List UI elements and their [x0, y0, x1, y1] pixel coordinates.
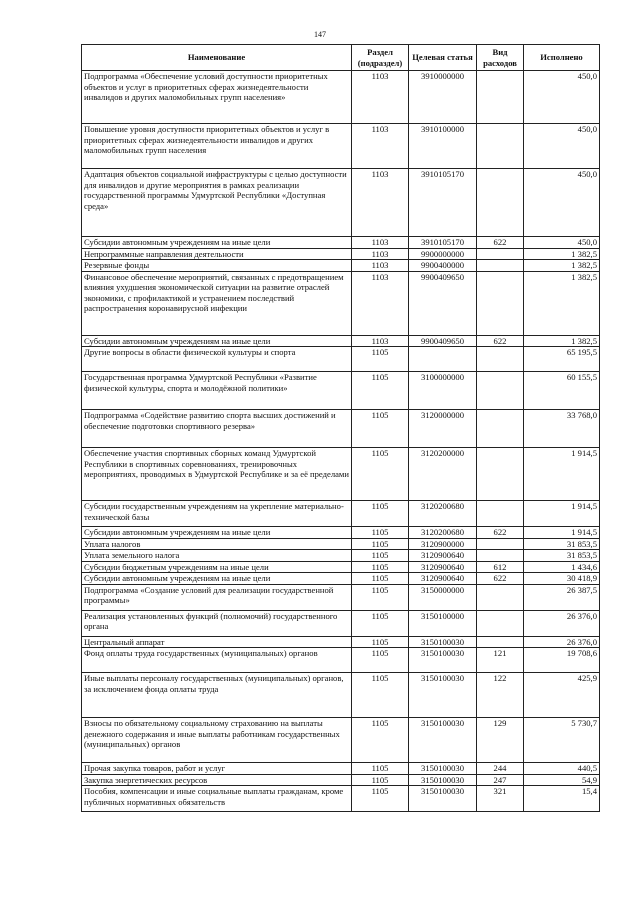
row-section: 1103 — [352, 124, 409, 169]
table-row — [82, 260, 600, 272]
row-amount: 31 853,5 — [524, 550, 600, 562]
row-section: 1103 — [352, 71, 409, 124]
row-amount: 425,9 — [524, 673, 600, 718]
row-expense-type: 622 — [477, 527, 524, 539]
row-name: Иные выплаты персоналу государственных (муниципальных) органов, за исключением фонда оплаты труда — [82, 673, 352, 718]
row-expense-type — [477, 169, 524, 237]
row-article: 3150100030 — [409, 648, 477, 673]
row-expense-type: 247 — [477, 774, 524, 786]
row-section: 1103 — [352, 271, 409, 335]
table-row — [82, 335, 600, 347]
row-expense-type — [477, 260, 524, 272]
row-name: Субсидии государственным учреждениям на укрепление материально-технической базы — [82, 501, 352, 527]
row-article: 3100000000 — [409, 372, 477, 410]
row-expense-type — [477, 538, 524, 550]
row-name: Субсидии автономным учреждениям на иные цели — [82, 335, 352, 347]
row-section: 1103 — [352, 335, 409, 347]
row-name: Закупка энергетических ресурсов — [82, 774, 352, 786]
row-name: Другие вопросы в области физической культуры и спорта — [82, 347, 352, 372]
table-row — [82, 448, 600, 501]
row-section: 1105 — [352, 610, 409, 636]
row-expense-type — [477, 584, 524, 610]
row-article — [409, 347, 477, 372]
table-row — [82, 786, 600, 812]
row-section: 1105 — [352, 501, 409, 527]
row-name: Субсидии бюджетным учреждениям на иные цели — [82, 561, 352, 573]
table-row — [82, 718, 600, 763]
row-amount: 19 708,6 — [524, 648, 600, 673]
row-section: 1103 — [352, 248, 409, 260]
row-expense-type — [477, 71, 524, 124]
row-amount: 33 768,0 — [524, 410, 600, 448]
header-article: Целевая статья — [409, 45, 477, 71]
row-section: 1105 — [352, 410, 409, 448]
row-article: 3910100000 — [409, 124, 477, 169]
row-name: Субсидии автономным учреждениям на иные цели — [82, 237, 352, 249]
table-row — [82, 248, 600, 260]
row-article: 3120900640 — [409, 550, 477, 562]
row-expense-type: 244 — [477, 763, 524, 775]
row-section: 1103 — [352, 169, 409, 237]
row-amount: 30 418,9 — [524, 573, 600, 585]
row-amount: 1 914,5 — [524, 501, 600, 527]
row-amount: 450,0 — [524, 71, 600, 124]
budget-execution-table — [81, 44, 600, 812]
table-row — [82, 648, 600, 673]
row-article: 3120900640 — [409, 573, 477, 585]
row-expense-type — [477, 448, 524, 501]
row-name: Взносы по обязательному социальному страхованию на выплаты денежного содержания и иные выплаты работникам государственных (муниципальных) органов — [82, 718, 352, 763]
row-expense-type — [477, 410, 524, 448]
table-row — [82, 538, 600, 550]
table-row — [82, 636, 600, 648]
row-article: 3120200000 — [409, 448, 477, 501]
row-article: 9900000000 — [409, 248, 477, 260]
table-row — [82, 347, 600, 372]
row-section: 1105 — [352, 527, 409, 539]
row-article: 3120200680 — [409, 527, 477, 539]
row-expense-type: 321 — [477, 786, 524, 812]
table-row — [82, 774, 600, 786]
table-row — [82, 372, 600, 410]
row-name: Уплата земельного налога — [82, 550, 352, 562]
row-expense-type — [477, 501, 524, 527]
row-expense-type: 622 — [477, 335, 524, 347]
table-row — [82, 71, 600, 124]
table-row — [82, 763, 600, 775]
row-section: 1105 — [352, 550, 409, 562]
row-name: Финансовое обеспечение мероприятий, связанных с предотвращением влияния ухудшения экономической ситуации на развитие отраслей экономики, с профилактикой и устранением последствий распространения коронавирусной инфекции — [82, 271, 352, 335]
row-name: Повышение уровня доступности приоритетных объектов и услуг в приоритетных сферах жизнедеятельности инвалидов и других маломобильных групп населения — [82, 124, 352, 169]
row-article: 3150100030 — [409, 763, 477, 775]
row-amount: 1 382,5 — [524, 271, 600, 335]
table-row — [82, 169, 600, 237]
row-amount: 31 853,5 — [524, 538, 600, 550]
row-section: 1105 — [352, 538, 409, 550]
table-row — [82, 271, 600, 335]
row-name: Прочая закупка товаров, работ и услуг — [82, 763, 352, 775]
row-section: 1105 — [352, 718, 409, 763]
row-article: 3120900000 — [409, 538, 477, 550]
header-amount: Исполнено — [524, 45, 600, 71]
row-expense-type — [477, 636, 524, 648]
row-expense-type: 121 — [477, 648, 524, 673]
row-amount: 1 382,5 — [524, 260, 600, 272]
row-article: 9900400000 — [409, 260, 477, 272]
row-section: 1105 — [352, 372, 409, 410]
row-name: Пособия, компенсации и иные социальные выплаты гражданам, кроме публичных нормативных обязательств — [82, 786, 352, 812]
row-article: 3910105170 — [409, 237, 477, 249]
row-name: Подпрограмма «Содействие развитию спорта высших достижений и обеспечение подготовки спортивного резерва» — [82, 410, 352, 448]
table-row — [82, 573, 600, 585]
row-expense-type — [477, 271, 524, 335]
row-name: Непрограммные направления деятельности — [82, 248, 352, 260]
row-article: 3150100030 — [409, 786, 477, 812]
row-article: 3150100030 — [409, 673, 477, 718]
row-article: 9900409650 — [409, 271, 477, 335]
row-expense-type — [477, 248, 524, 260]
table-body — [82, 71, 600, 812]
row-name: Субсидии автономным учреждениям на иные цели — [82, 573, 352, 585]
row-expense-type: 129 — [477, 718, 524, 763]
row-article: 3150100000 — [409, 610, 477, 636]
row-section: 1103 — [352, 237, 409, 249]
header-type: Вид расходов — [477, 45, 524, 71]
row-name: Обеспечение участия спортивных сборных команд Удмуртской Республики в спортивных соревнованиях, тренировочных мероприятиях, проводимых в Удмуртской Республике и за её пределами — [82, 448, 352, 501]
row-section: 1105 — [352, 774, 409, 786]
table-row — [82, 561, 600, 573]
table-row — [82, 410, 600, 448]
row-amount: 1 914,5 — [524, 527, 600, 539]
table-header-row — [82, 45, 600, 71]
row-article: 3120200680 — [409, 501, 477, 527]
row-section: 1105 — [352, 573, 409, 585]
row-section: 1105 — [352, 786, 409, 812]
table-row — [82, 527, 600, 539]
row-amount: 450,0 — [524, 124, 600, 169]
row-amount: 1 914,5 — [524, 448, 600, 501]
row-amount: 54,9 — [524, 774, 600, 786]
row-article: 3150100030 — [409, 774, 477, 786]
row-expense-type — [477, 347, 524, 372]
row-name: Резервные фонды — [82, 260, 352, 272]
row-amount: 1 382,5 — [524, 335, 600, 347]
row-section: 1105 — [352, 636, 409, 648]
row-amount: 5 730,7 — [524, 718, 600, 763]
row-name: Центральный аппарат — [82, 636, 352, 648]
row-expense-type: 622 — [477, 573, 524, 585]
row-section: 1105 — [352, 648, 409, 673]
row-amount: 440,5 — [524, 763, 600, 775]
row-section: 1105 — [352, 763, 409, 775]
row-expense-type — [477, 550, 524, 562]
row-amount: 1 382,5 — [524, 248, 600, 260]
row-section: 1105 — [352, 347, 409, 372]
row-article: 3150000000 — [409, 584, 477, 610]
header-section: Раздел (подраздел) — [352, 45, 409, 71]
row-amount: 26 376,0 — [524, 636, 600, 648]
row-name: Фонд оплаты труда государственных (муниципальных) органов — [82, 648, 352, 673]
row-article: 3120000000 — [409, 410, 477, 448]
row-amount: 450,0 — [524, 169, 600, 237]
row-name: Подпрограмма «Создание условий для реализации государственной программы» — [82, 584, 352, 610]
row-amount: 450,0 — [524, 237, 600, 249]
row-expense-type — [477, 124, 524, 169]
table-row — [82, 237, 600, 249]
row-section: 1105 — [352, 673, 409, 718]
row-expense-type: 612 — [477, 561, 524, 573]
table-row — [82, 584, 600, 610]
page-number: 147 — [314, 30, 326, 39]
row-expense-type — [477, 372, 524, 410]
row-article: 9900409650 — [409, 335, 477, 347]
row-name: Подпрограмма «Обеспечение условий доступности приоритетных объектов и услуг в приоритетных сферах жизнедеятельности инвалидов и других маломобильных групп населения» — [82, 71, 352, 124]
table-row — [82, 550, 600, 562]
row-section: 1105 — [352, 561, 409, 573]
row-article: 3910000000 — [409, 71, 477, 124]
table-row — [82, 610, 600, 636]
row-amount: 1 434,6 — [524, 561, 600, 573]
row-amount: 60 155,5 — [524, 372, 600, 410]
row-section: 1105 — [352, 584, 409, 610]
row-article: 3120900640 — [409, 561, 477, 573]
table-row — [82, 124, 600, 169]
row-name: Субсидии автономным учреждениям на иные цели — [82, 527, 352, 539]
row-amount: 26 387,5 — [524, 584, 600, 610]
row-name: Адаптация объектов социальной инфраструктуры с целью доступности для инвалидов и другие мероприятия в рамках реализации государственной программы Удмуртской Республики «Доступная среда» — [82, 169, 352, 237]
row-section: 1105 — [352, 448, 409, 501]
row-amount: 26 376,0 — [524, 610, 600, 636]
row-article: 3150100030 — [409, 636, 477, 648]
table-row — [82, 501, 600, 527]
table-row — [82, 673, 600, 718]
row-expense-type — [477, 610, 524, 636]
row-amount: 65 195,5 — [524, 347, 600, 372]
row-expense-type: 622 — [477, 237, 524, 249]
row-amount: 15,4 — [524, 786, 600, 812]
row-article: 3910105170 — [409, 169, 477, 237]
row-section: 1103 — [352, 260, 409, 272]
row-name: Государственная программа Удмуртской Республики «Развитие физической культуры, спорта и молодёжной политики» — [82, 372, 352, 410]
row-name: Реализация установленных функций (полномочий) государственного органа — [82, 610, 352, 636]
row-name: Уплата налогов — [82, 538, 352, 550]
row-article: 3150100030 — [409, 718, 477, 763]
row-expense-type: 122 — [477, 673, 524, 718]
header-name: Наименование — [82, 45, 352, 71]
